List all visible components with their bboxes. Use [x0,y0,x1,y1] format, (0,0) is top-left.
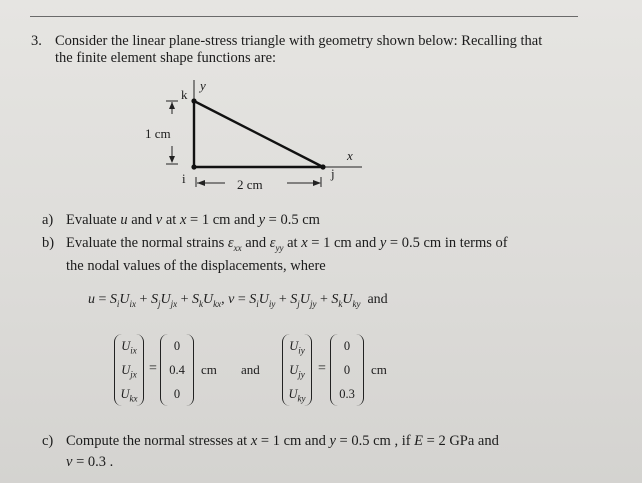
label-height-dim: 1 cm [145,126,171,141]
problem-intro-line1: Consider the linear plane-stress triangle with geometry shown below: Recalling that [55,33,543,49]
dim-arrow-down [169,156,175,163]
equation-and: and [367,292,388,307]
vec-y-name-0: $U_{iy}$ [289,339,305,356]
vec-x-name-2: $U_{kx}$ [120,387,138,404]
displacement-equation: $u = S_iU_{ix} + S_jU_{jx} + S_kU_{kx}$, $v = S_iU_{iy} + S_jU_{jy} + S_kU_{ky}$ and [88,292,388,309]
node-i-dot [191,164,196,169]
dim-arrow-up [169,102,175,109]
problem-intro-line2: the finite element shape functions are: [55,50,277,66]
label-width-dim: 2 cm [237,177,263,192]
label-x: x [347,148,353,163]
part-c-text-line1: Compute the normal stresses at x = 1 cm and y = 0.5 cm , if E = 2 GPa and [66,433,499,449]
vec-y-name-1: $U_{jy}$ [289,363,305,380]
problem-number: 3. [31,33,42,49]
vec-x-value-1: 0.4 [169,363,185,377]
part-b-text-line1: Evaluate the normal strains $\varepsilon_{xx}$ and $\varepsilon_{yy}$ at x = 1 cm and y = 0.5 cm in terms of [66,235,508,253]
equals-sign-2: = [318,361,326,376]
dim-arrow-left [197,180,205,186]
vector-x-unit: cm [201,362,217,377]
vec-y-value-0: 0 [343,339,351,353]
vec-x-value-0: 0 [173,339,181,353]
vector-y-values [330,334,364,406]
vec-y-name-2: $U_{ky}$ [288,387,306,404]
equals-sign-1: = [149,361,157,376]
part-c-label: c) [42,433,54,449]
label-node-k: k [181,87,188,102]
vector-x-values [160,334,194,406]
label-node-i: i [182,171,186,186]
vector-y-names [282,334,312,406]
dim-arrow-right [313,180,321,186]
label-y: y [200,78,206,93]
top-rule [30,16,578,17]
part-b-label: b) [42,235,55,251]
part-a-label: a) [42,212,54,228]
part-a-text: Evaluate u and v at x = 1 cm and y = 0.5 cm [66,212,320,228]
vector-y-unit: cm [371,362,387,377]
node-j-dot [320,164,325,169]
vector-x-names [114,334,144,406]
vec-y-value-1: 0 [343,363,351,377]
vec-x-value-2: 0 [173,387,181,401]
vec-y-value-2: 0.3 [339,387,355,401]
node-k-dot [191,98,196,103]
vec-x-name-0: $U_{ix}$ [121,339,137,356]
vectors-and: and [241,362,260,377]
label-node-j: j [331,166,335,181]
part-c-text-line2: v = 0.3 . [66,454,114,470]
part-b-text-line2: the nodal values of the displacements, where [66,258,326,274]
triangle-shape [194,101,323,167]
vec-x-name-1: $U_{jx}$ [121,363,137,380]
